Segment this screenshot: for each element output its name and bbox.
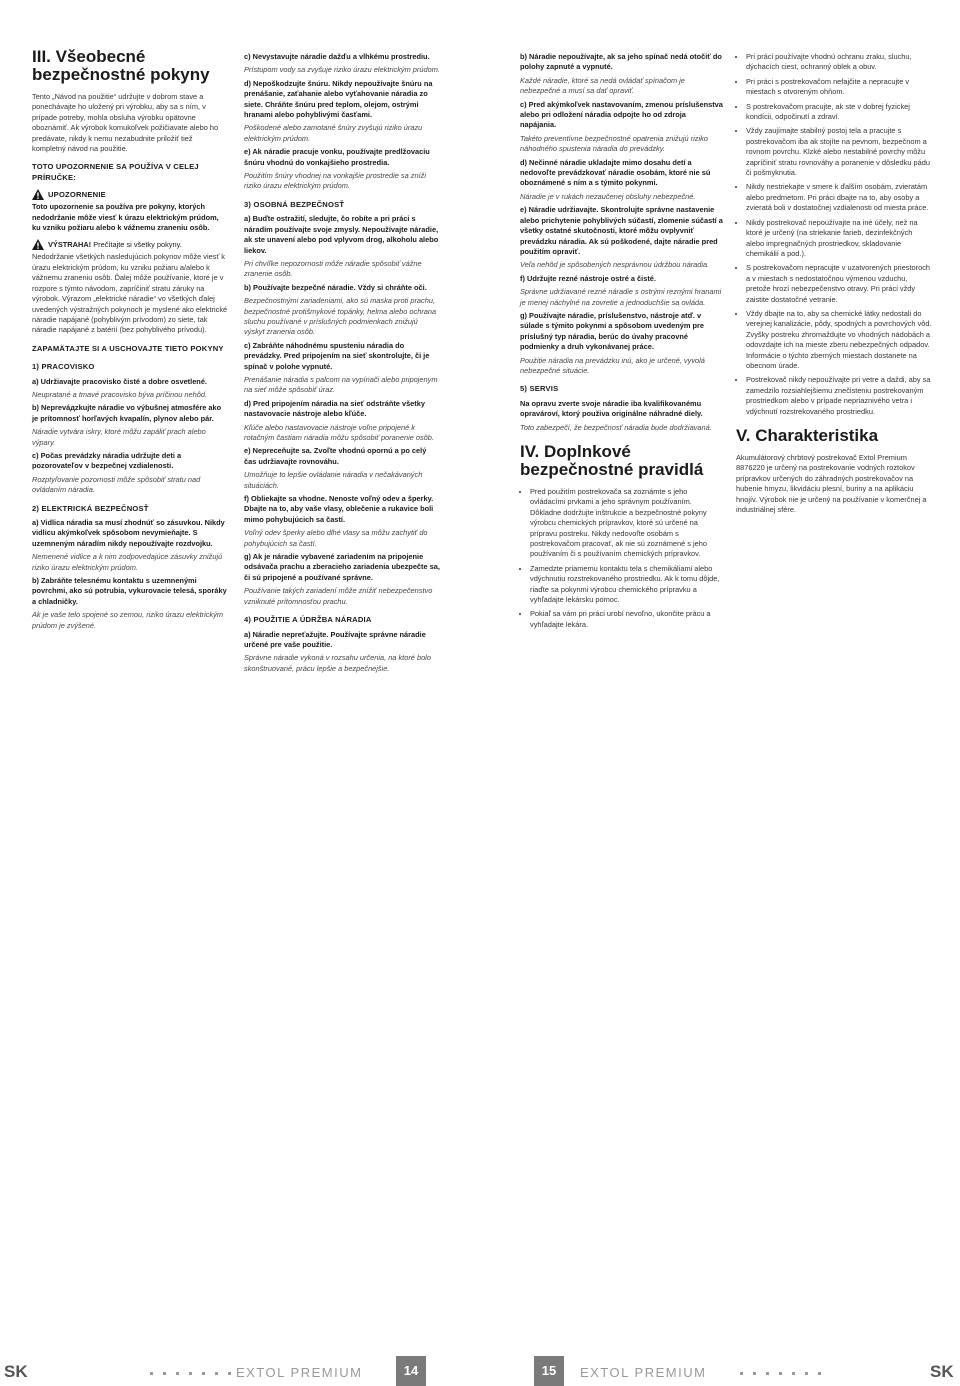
rule-2a-note: Nemenené vidlice a k nim zodpovedajúce zásuvky znižujú riziko úrazu elektrickým prúdom. <box>32 552 223 572</box>
section-title-iii: III. Všeobecné bezpečnostné pokyny <box>32 47 210 84</box>
rule-1b-note: Náradie vytvára iskry, ktoré môžu zapáliť prach alebo výpary. <box>32 427 206 447</box>
brand-left: EXTOL PREMIUM <box>236 1365 363 1380</box>
warning-triangle-icon <box>32 239 44 250</box>
footer-dots-left <box>150 1372 231 1376</box>
caution-row <box>32 239 228 250</box>
list-item: • Pri práci s postrekovačom nefajčite a nepracujte v miestach s otvoreným ohňom. <box>746 77 932 98</box>
characteristics-paragraph: Akumulátorový chrbtový postrekovač Extol Premium 8876220 je určený na postrekovanie vodných roztokov prípravkov určených do záhradných postrekovačov na hubenie hmyzu, likvidáciu plesní, buriny a na aplikáciu hnojív. Výrobok nie je určený na používanie v komerčnej a industriálnej sfére. <box>736 453 927 515</box>
intro-paragraph: Tento „Návod na použitie“ udržujte v dobrom stave a ponechávajte ho uložený pri výrobku, aby sa s ním, v prípade potreby, mohla obsluha výrobku opätovne oboznámiť. Ak výrobok komukoľvek požičiavate alebo ho predávate, nikdy k nemu nezabudnite priložiť tiež kompletný návod na použitie. <box>32 92 219 154</box>
list-item: • Postrekovač nikdy nepoužívajte pri vetre a daždi, aby sa zamedzilo rozsiahlejšiemu znečisteniu postrekovaným prostriedkom alebo v prípade nepriaznivého vetra i vdýchnutí rozstrekovaného prostriedku. <box>746 375 932 417</box>
section-2-heading: 2) ELEKTRICKÁ BEZPEČNOSŤ <box>32 503 149 513</box>
general-warning-paragraph: Nedodržanie všetkých nasledujúcich pokynov môže viesť k úrazu elektrickým prúdom, ku vzniku požiaru a/alebo k vážnemu zraneniu osôb. Ďalej môže používanie, ktoré je v rozpore s týmto návodom, zapríčiniť stratu záruky na výrobok. Výrazom „elektrické náradie“ vo všetkých ďalej uvedených výstražných pokynoch je myslené ako elektrické náradie napájané (pohyblivým prívodom) zo siete, tak náradie napájané z batérií (bez pohyblivého prívodu). <box>32 252 228 335</box>
rule-2e: e) Ak náradie pracuje vonku, používajte predlžovaciu šnúru vhodnú do vonkajšieho prostredia. <box>244 147 430 167</box>
section-4-heading: 4) POUŽITIE A ÚDRŽBA NÁRADIA <box>244 615 372 625</box>
warning-label: UPOZORNENIE <box>48 189 106 199</box>
rule-3d: d) Pred pripojením náradia na sieť odstráňte všetky nastavovacie nástroje alebo kľúče. <box>244 398 425 419</box>
page-number-right: 15 <box>534 1356 564 1386</box>
rule-4c-note: Takéto preventívne bezpečnostné opatrenia znižujú riziko náhodného spustenia náradia do prevádzky. <box>520 133 708 154</box>
rule-3f-note: Voľný odev šperky alebo dlhé vlasy sa môžu zachytiť do pohybujúcich sa častí. <box>244 528 428 548</box>
rule-2b-note: Ak je vaše telo spojené so zemou, riziko úrazu elektrickým prúdom je zvýšené. <box>32 610 224 630</box>
rule-4g-note: Použitie náradia na prevádzku inú, ako je určené, vyvolá nebezpečné situácie. <box>520 355 705 375</box>
rule-4a: a) Náradie nepreťažujte. Používajte správne náradie určené pre vaše použitie. <box>244 629 426 649</box>
rule-5a-note: Toto zabezpečí, že bezpečnosť náradia bude dodržiavaná. <box>520 422 712 432</box>
rule-2c: c) Nevystavujte náradie dažďu a vlhkému prostrediu. <box>244 52 430 61</box>
rule-3c-note: Prenášanie náradia s palcom na vypínači alebo pripojenym na sieť môže spôsobiť úraz. <box>244 374 438 395</box>
rule-2c-note: Prístupom vody sa zvyšuje riziko úrazu elektrickým prúdom. <box>244 65 440 75</box>
rule-3a: a) Buďte ostražití, sledujte, čo robíte a pri práci s náradím používajte svoje zmysly. Nepoužívajte náradie, ak ste unavení alebo pod vplyvom drog, alkoholu alebo liekov. <box>244 214 439 255</box>
rule-4a-note: Správne náradie vykoná v rozsahu určenia, na ktoré bolo skonštruované, prácu lepšie a bezpečnejšie. <box>244 653 431 673</box>
rule-3c: c) Zabráňte náhodnému spusteniu náradia do prevádzky. Pred pripojením na sieť skontrolujte, či je spínač v polohe vypnuté. <box>244 340 430 371</box>
rule-4g: g) Používajte náradie, príslušenstvo, nástroje atď. v súlade s týmito pokynmi a spôsobom uvedeným pre príslušný typ náradia, berúc do úvahy pracovné podmienky a druh vykonávanej práce. <box>520 310 704 352</box>
page-footer <box>0 676 960 1381</box>
rule-4b-note: Každé náradie, ktoré sa nedá ovládať spínačom je nebezpečné a musí sa dať opraviť. <box>520 75 685 96</box>
warning-row <box>32 189 228 200</box>
rule-4e: e) Náradie udržiavajte. Skontrolujte správne nastavenie alebo prichytenie pohyblivých súčastí, zlomenie súčastí a všetky ostatné skutočnosti, ktoré môžu ovplyvniť prevádzku náradia. Ak sú poškodené, dajte náradie pred použitím opraviť. <box>520 205 723 256</box>
list-item: • Vždy zaujímajte stabilný postoj tela a pracujte s postrekovačom iba ak stojíte na pevnom, bezpečnom a rovnom povrchu. Klzké alebo nestabilné povrchy môžu zapríčiniť stratu rovnováhy a poranenie v dôsledku pádu či pošmyknutia. <box>746 126 932 178</box>
additional-rules-list-continued <box>736 52 932 417</box>
rule-3b-note: Bezpečnostnými zariadeniami, ako sú maska proti prachu, bezpečnostné protišmykové topánky, helma alebo ochrana sluchu používané v príslušných podmienkach znižujú výskyt zranenia osôb. <box>244 296 437 337</box>
rule-4c: c) Pred akýmkoľvek nastavovaním, zmenou príslušenstva alebo pri odložení náradia odpojte ho od zdroja napájania. <box>520 99 723 130</box>
section-title-v: V. Charakteristika <box>736 426 879 445</box>
symbols-heading: TOTO UPOZORNENIE SA POUŽÍVA V CELEJ PRÍRUČKE: <box>32 162 199 182</box>
warning-triangle-icon <box>32 189 44 200</box>
rule-2d-note: Poškodené alebo zamotané šnúry zvyšujú riziko úrazu elektrickým prúdom. <box>244 123 423 143</box>
column-1 <box>32 47 228 634</box>
list-item: • Pri práci používajte vhodnú ochranu zraku, sluchu, dýchacích ciest, ochranný oblek a obuv. <box>746 52 932 73</box>
list-item: • Vždy dbajte na to, aby sa chemické látky nedostali do verejnej kanalizácie, pôdy, spodných a povrchových vôd. Zvyšky postreku zhromaždujte vo vhodných nádobách a odovzdajte ich na mieste zberu nebezpečných odpadov. Informácie o týchto zberných miestach dostanete na obecnom úrade. <box>746 309 932 371</box>
list-item: • Pred použitím postrekovača sa zoznámte s jeho ovládacími prvkami a jeho správnym používaním. Dôkladne dodržujte inštrukcie a bezpečnostné pokyny výrobcu chemických prípravkov, ktoré sú určené na prípravu postreku. Nikdy nedovoľte osobám s postrekovačom pracovať, ak nie sú zoznámené s jeho používaním či s používaním chemických prípravkov. <box>530 487 724 560</box>
rule-2b: b) Zabráňte telesnému kontaktu s uzemnenými povrchmi, ako sú potrubia, vykurovacie telesá, sporáky a chladničky. <box>32 576 227 606</box>
rule-3g: g) Ak je náradie vybavené zariadením na pripojenie odsávača prachu a zberacieho zariadenia ubezpečte sa, či sú pripojené a používané správne. <box>244 552 440 582</box>
rule-1c-note: Rozptyľovanie pozornosti môže spôsobiť stratu nad ovládaním náradia. <box>32 474 201 495</box>
rule-3f: f) Obliekajte sa vhodne. Nenoste voľný odev a šperky. Dbajte na to, aby vaše vlasy, oblečenie a rukavice boli mimo pohybujúcich sa častí. <box>244 494 434 524</box>
rule-1b: b) Nepreváдzkujte náradie vo výbušnej atmosfére ako je prítomnosť horľavých kvapalín, plynov alebo pár. <box>32 403 222 423</box>
rule-3b: b) Používajte bezpečné náradie. Vždy si chráňte oči. <box>244 282 427 292</box>
warning-text: Toto upozornenie sa používa pre pokyny, ktorých nedodržanie môže viesť k úrazu elektrickým prúdom, ku vzniku požiaru alebo k vážnemu zraneniu osôb. <box>32 202 219 233</box>
rule-4d-note: Náradie je v rukách nezaučenej obsluhy nebezpečné. <box>520 191 696 201</box>
rule-1a: a) Udržiavajte pracovisko čisté a dobre osvetlené. <box>32 376 207 386</box>
page-number-left: 14 <box>396 1356 426 1386</box>
rule-2a: a) Vidlica náradia sa musí zhodnúť so zásuvkou. Nikdy vidlicu akýmkoľvek spôsobom nevymieňajte. S uzemneným náradím nikdy nepoužívajte rozdvojku. <box>32 518 225 548</box>
language-code-left: SK <box>4 1362 28 1381</box>
additional-rules-list <box>520 487 724 630</box>
keep-instructions-heading: ZAPAMÄTAJTE SI A USCHOVAJTE TIETO POKYNY <box>32 343 224 353</box>
section-1-heading: 1) PRACOVISKO <box>32 362 95 372</box>
list-item: • Nikdy postrekovač nepoužívajte na iné účely, než na ktoré je určený (na striekanie farieb, dezinfekčných alebo impregnačných prostriedkov, skladovanie chemikálií a pod.). <box>746 218 932 260</box>
list-item: • S postrekovačom pracujte, ak ste v dobrej fyzickej kondícii, odpočinutí a zdraví. <box>746 102 932 123</box>
column-2 <box>244 52 440 677</box>
rule-2d: d) Nepoškodzujte šnúru. Nikdy nepoužívajte šnúru na prenášanie, zaťahanie alebo vyťahovanie náradia zo siete. Chráňte šnúru pred teplom, olejom, ostrými hranami alebo pohyblivými časťami. <box>244 78 433 120</box>
rule-4f: f) Udržujte rezné nástroje ostré a čisté. <box>520 273 656 283</box>
list-item: • S postrekovačom nepracujte v uzatvorených priestoroch a v miestach s nedostatočnou výmenou vzduchu, pretože hrozí nebezpečenstvo otravy. Pri práci vždy zaistite dostatočné vetranie. <box>746 263 932 305</box>
section-5-heading: 5) SERVIS <box>520 384 559 394</box>
column-3 <box>520 52 724 634</box>
rule-3a-note: Pri chvíľke nepozornosti môže náradie spôsobiť vážne zranenie osôb. <box>244 258 422 279</box>
section-title-iv: IV. Doplnkové bezpečnostné pravidlá <box>520 442 704 479</box>
caution-text: Prečítajte si všetky pokyny. <box>93 239 182 249</box>
column-4 <box>736 52 932 521</box>
rule-1c: c) Počas prevádzky náradia udržujte deti a pozorovateľov v bezpečnej vzdialenosti. <box>32 450 182 471</box>
rule-2e-note: Použitím šnúry vhodnej na vonkajšie prostredie sa zníži riziko úrazu elektrickým prúdom. <box>244 171 426 191</box>
footer-dots-right <box>740 1372 821 1376</box>
rule-4e-note: Veľa nehôd je spôsobených nesprávnou údržbou náradia. <box>520 260 710 270</box>
rule-5a: Na opravu zverte svoje náradie iba kvalifikovanému opravároví, ktorý použiva originálne náhradné diely. <box>520 398 703 419</box>
rule-3d-note: Kľúče alebo nastavovacie nástroje voľne pripojené k rotačným častiam náradia môžu spôsobiť poranenie osôb. <box>244 422 434 442</box>
list-item: • Pokiaľ sa vám pri práci urobí nevoľno, ukončite prácu a vyhľadajte lekára. <box>530 609 724 630</box>
rule-4f-note: Správne udržiavané rezné náradie s ostrými reznými hranami je menej náchylné na zovretie a jednoduchšie sa ovláda. <box>520 287 722 307</box>
list-item: • Zamedzte priamemu kontaktu tela s chemikáliami alebo vdýchnutiu rozstrekovaného prostriedku. Ak k tomu dôjde, riaďte sa pokynmi výrobcu chemického prípravku a vyhľadajte lekársku pomoc. <box>530 564 724 606</box>
rule-1a-note: Neupratané a tmavé pracovisko býva príčinou nehôd. <box>32 389 208 399</box>
language-code-right: SK <box>930 1362 954 1381</box>
rule-4b: b) Náradie nepoužívajte, ak sa jeho spínač nedá otočiť do polohy zapnuté a vypnuté. <box>520 52 722 72</box>
rule-3g-note: Používanie takých zariadení môže znížiť nebezpečenstvo vzniknuté prítomnosťou prachu. <box>244 586 433 606</box>
caution-label: VÝSTRAHA! <box>48 239 92 249</box>
rule-4d: d) Nečinné náradie ukladajte mimo dosahu detí a nedovoľte prevádzkovať náradie osobám, ktoré nie sú oboznámené s ním a s týmito pokynmi. <box>520 157 711 188</box>
brand-right: EXTOL PREMIUM <box>580 1365 707 1380</box>
section-3-heading: 3) OSOBNÁ BEZPEČNOSŤ <box>244 199 345 209</box>
list-item: • Nikdy nestriekajte v smere k ďalším osobám, zvieratám alebo predmetom. Pri práci dbajte na to, aby osoby a zvieratá boli v dostatočnej vzdialenosti od miesta práce. <box>746 182 932 213</box>
rule-3e: e) Nepreceňujte sa. Zvoľte vhodnú opornú a po celý čas udržiavajte rovnováhu. <box>244 446 427 466</box>
rule-3e-note: Umožňuje to lepšie ovládanie náradia v nečakávaných situáciách. <box>244 470 423 490</box>
